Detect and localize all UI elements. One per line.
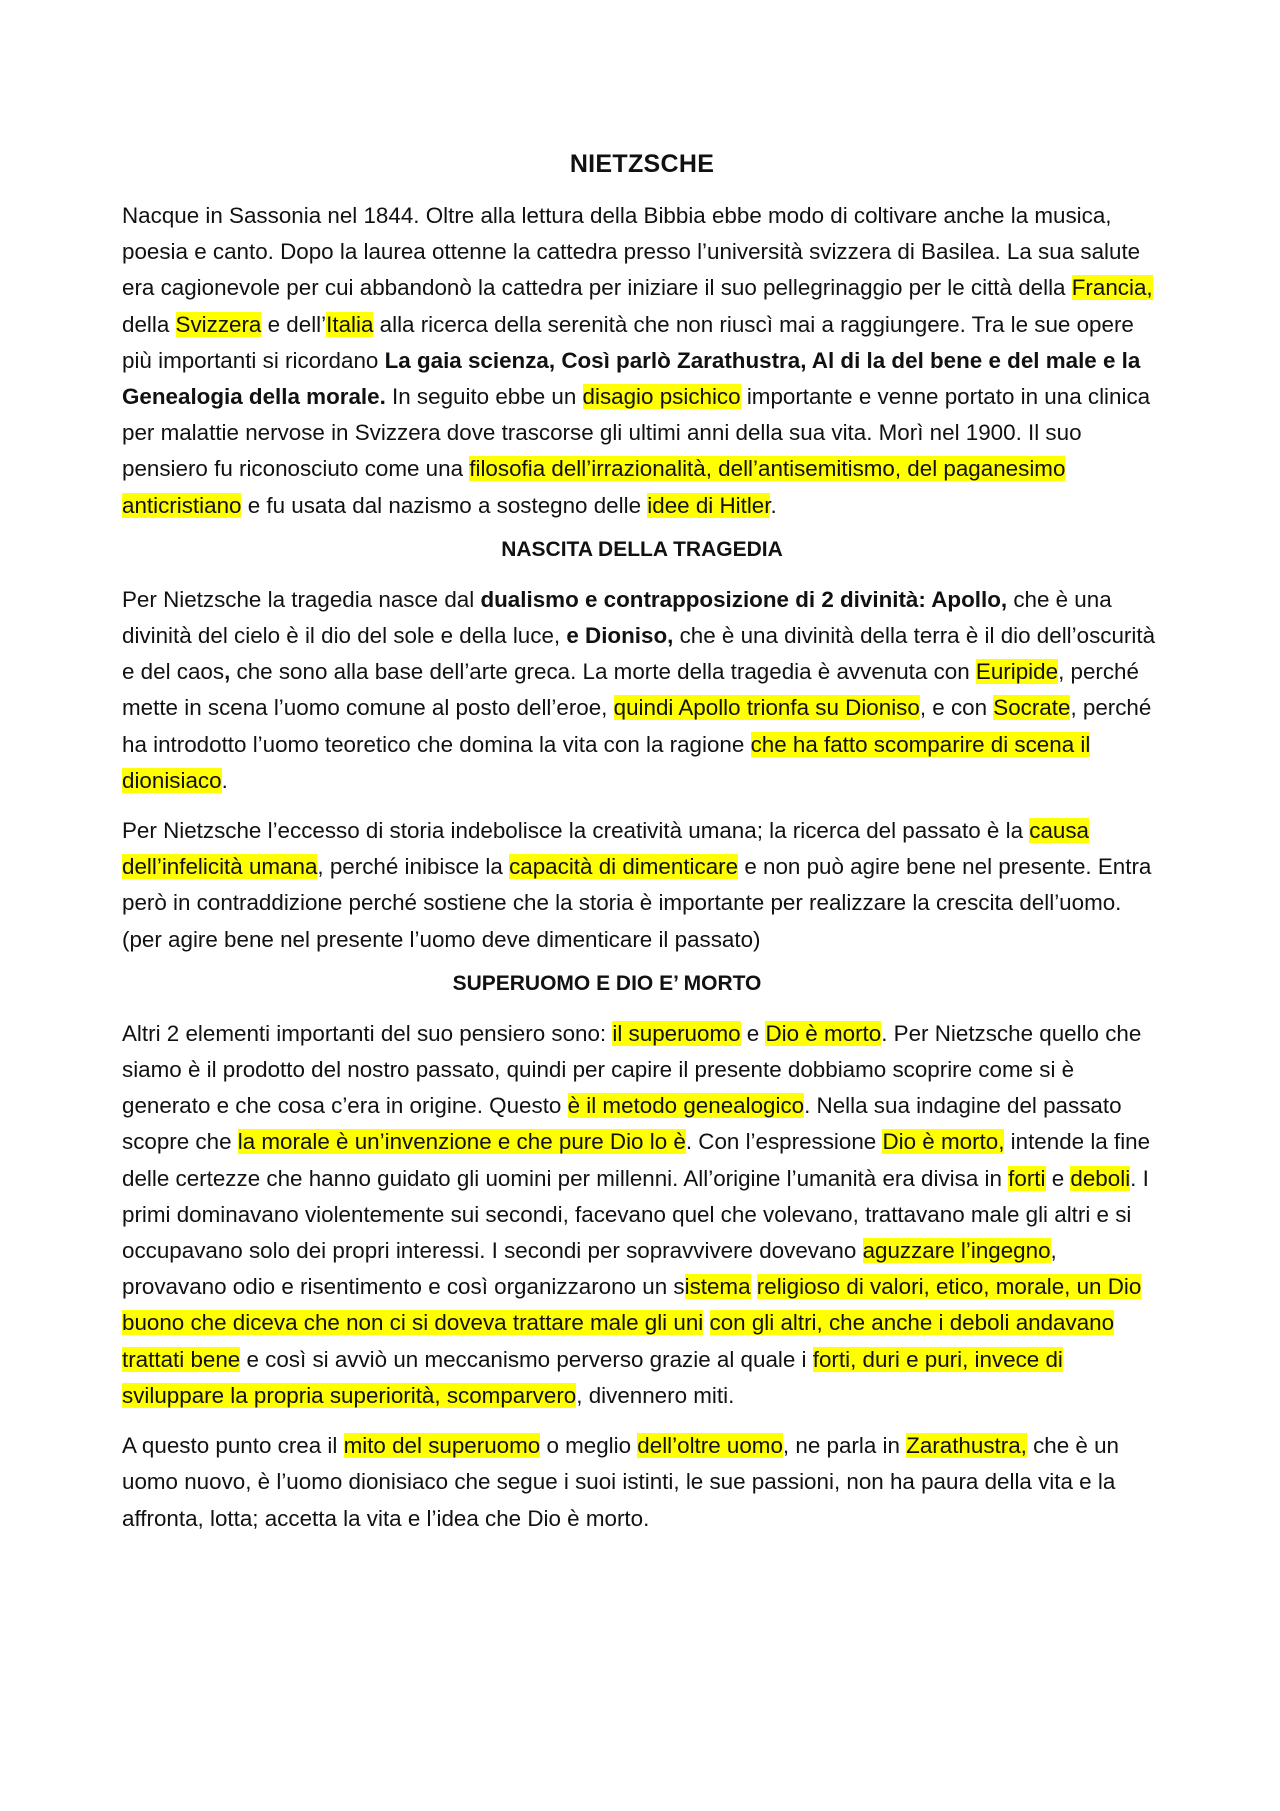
highlighted-text: la morale è un’invenzione e che pure Dio lo è bbox=[237, 1129, 686, 1155]
highlighted-text: idee di Hitler bbox=[647, 492, 771, 518]
bold-text: La gaia scienza, Così parlò Zarathustra, Al di la del bene e del male e la Genealogia della morale. bbox=[122, 347, 1141, 410]
text-run: che è un uomo nuovo, è l’uomo dionisiaco che segue i suoi istinti, le sue passioni, non ha paura della vita e la affronta, lotta; accetta la vita e l’idea che Dio è morto. bbox=[122, 1433, 1119, 1531]
text-run: . Con l’espressione bbox=[685, 1129, 883, 1155]
document-title: NIETZSCHE bbox=[569, 150, 715, 178]
highlighted-text: forti, duri e puri, invece di sviluppare la propria superiorità, scomparvero bbox=[122, 1346, 1063, 1408]
text-run: e così si avviò un meccanismo perverso grazie al quale i bbox=[240, 1346, 813, 1372]
highlighted-text: Dio è morto, bbox=[882, 1129, 1005, 1155]
text-run: e dell’ bbox=[261, 311, 327, 337]
highlighted-text: Socrate bbox=[993, 695, 1071, 721]
text-run: A questo punto crea il bbox=[122, 1433, 344, 1459]
text-run: , provavano odio e risentimento e così organizzarono un s bbox=[122, 1238, 1057, 1300]
text-run bbox=[751, 1274, 757, 1299]
text-run: . Per Nietzsche quello che siamo è il prodotto del nostro passato, quindi per capire il presente dobbiamo scoprire come si è generato e che cosa c’era in origine. Questo bbox=[122, 1020, 1142, 1119]
highlighted-text: Zarathustra, bbox=[906, 1433, 1027, 1459]
text-run: alla ricerca della serenità che non riuscì mai a raggiungere. Tra le sue opere più importanti si ricordano bbox=[122, 311, 1134, 373]
document-page bbox=[122, 150, 1162, 1551]
highlighted-text: capacità di dimenticare bbox=[509, 854, 739, 880]
text-run: , perché ha introdotto l’uomo teoretico che domina la vita con la ragione bbox=[122, 695, 1152, 757]
text-run: Nacque in Sassonia nel 1844. Oltre alla lettura della Bibbia ebbe modo di coltivare anche la musica, poesia e canto. Dopo la laurea ottenne la cattedra presso l’università svizzera di Basilea. La sua salute era cagionevole per cui abbandonò la cattedra per iniziare il suo pellegrinaggio per le città della bbox=[122, 203, 1141, 301]
highlighted-text: filosofia dell’irrazionalità, dell’antisemitismo, del paganesimo anticristiano bbox=[122, 456, 1066, 518]
highlighted-text: dell’oltre uomo bbox=[637, 1433, 783, 1459]
bold-text: , bbox=[224, 659, 231, 685]
text-run: , e con bbox=[919, 695, 994, 721]
highlighted-text: Dio è morto bbox=[765, 1020, 882, 1046]
highlighted-text: deboli bbox=[1070, 1165, 1131, 1191]
highlighted-text: Euripide bbox=[975, 659, 1059, 685]
tragedia-paragraph-2 bbox=[122, 813, 1162, 958]
text-run: e bbox=[1045, 1165, 1071, 1191]
intro-paragraph bbox=[122, 198, 1162, 524]
highlighted-text: mito del superuomo bbox=[343, 1433, 541, 1459]
text-run: . Nella sua indagine del passato scopre che bbox=[122, 1093, 1122, 1155]
text-run: della bbox=[122, 311, 176, 337]
text-run: e non può agire bene nel presente. Entra però in contraddizione perché sostiene che la storia è importante per realizzare la crescita dell’uomo. (per agire bene nel presente l’uomo deve dimenticare il passato) bbox=[122, 854, 1152, 952]
text-run: , perché mette in scena l’uomo comune al posto dell’eroe, bbox=[122, 659, 1139, 721]
highlighted-text: è il metodo genealogico bbox=[567, 1093, 805, 1119]
highlighted-text: aguzzare l’ingegno bbox=[862, 1238, 1051, 1264]
text-run: o meglio bbox=[540, 1433, 638, 1459]
highlighted-text: Francia, bbox=[1071, 275, 1153, 301]
text-run: che è una divinità del cielo è il dio del sole e della luce, bbox=[122, 586, 1112, 649]
highlighted-text: il superuomo bbox=[612, 1020, 741, 1046]
text-run: . bbox=[770, 492, 777, 518]
highlighted-text: disagio psichico bbox=[582, 384, 741, 410]
highlighted-text: Svizzera bbox=[175, 311, 262, 337]
highlighted-text: quindi Apollo trionfa su Dioniso bbox=[613, 695, 920, 721]
text-run bbox=[703, 1310, 709, 1335]
text-run: , perché inibisce la bbox=[317, 854, 510, 880]
text-run: che sono alla base dell’arte greca. La morte della tragedia è avvenuta con bbox=[230, 659, 976, 685]
text-run: Per Nietzsche la tragedia nasce dal bbox=[122, 586, 481, 612]
text-run: Altri 2 elementi importanti del suo pensiero sono: bbox=[122, 1020, 613, 1046]
text-run: , divennero miti. bbox=[576, 1382, 735, 1408]
highlighted-text: istema bbox=[684, 1274, 751, 1300]
highlighted-text: religioso di valori, etico, morale, un Dio buono che diceva che non ci si doveva trattare male gli uni bbox=[122, 1274, 1142, 1336]
section-heading-tragedia: NASCITA DELLA TRAGEDIA bbox=[501, 537, 783, 561]
highlighted-text: che ha fatto scomparire di scena il dionisiaco bbox=[122, 731, 1091, 793]
highlighted-text: con gli altri, che anche i deboli andavano trattati bene bbox=[122, 1310, 1115, 1372]
text-run: e bbox=[740, 1020, 766, 1046]
highlighted-text: Italia bbox=[326, 311, 374, 337]
text-run: . bbox=[221, 767, 228, 793]
highlighted-text: forti bbox=[1008, 1165, 1046, 1191]
section-heading-superuomo: SUPERUOMO E DIO E’ MORTO bbox=[452, 971, 762, 995]
bold-text: e Dioniso, bbox=[566, 623, 674, 649]
superuomo-paragraph-1 bbox=[122, 1016, 1162, 1414]
text-run: , ne parla in bbox=[782, 1433, 907, 1459]
highlighted-text: causa dell’infelicità umana bbox=[122, 818, 1090, 880]
superuomo-paragraph-2 bbox=[122, 1428, 1162, 1537]
text-run: e fu usata dal nazismo a sostegno delle bbox=[241, 492, 648, 518]
text-run: In seguito ebbe un bbox=[385, 384, 583, 410]
text-run: . I primi dominavano violentemente sui secondi, facevano quel che volevano, trattavano male gli altri e si occupavano solo dei propri interessi. I secondi per sopravvivere dovevano bbox=[122, 1165, 1149, 1264]
bold-text: dualismo e contrapposizione di 2 divinità: Apollo, bbox=[480, 586, 1008, 612]
text-run: intende la fine delle certezze che hanno guidato gli uomini per millenni. All’origine l’umanità era divisa in bbox=[122, 1129, 1151, 1191]
tragedia-paragraph-1 bbox=[122, 582, 1162, 799]
text-run: importante e venne portato in una clinica per malattie nervose in Svizzera dove trascorse gli ultimi anni della sua vita. Morì nel 1900. Il suo pensiero fu riconosciuto come una bbox=[122, 384, 1151, 482]
text-run: che è una divinità della terra è il dio dell’oscurità e del caos bbox=[122, 623, 1156, 685]
text-run: Per Nietzsche l’eccesso di storia indebolisce la creatività umana; la ricerca del passato è la bbox=[122, 818, 1030, 844]
